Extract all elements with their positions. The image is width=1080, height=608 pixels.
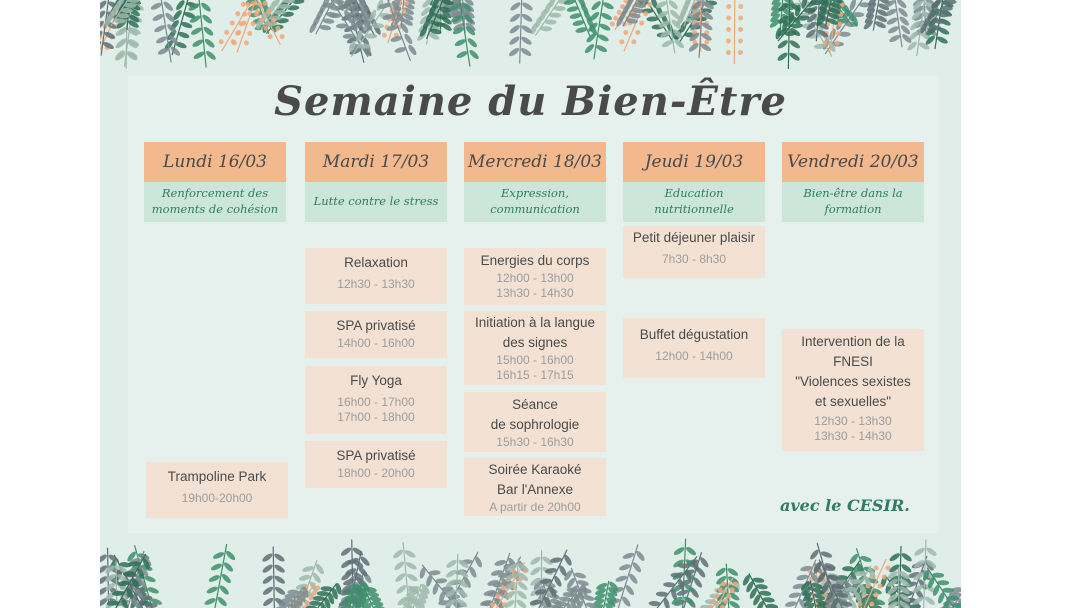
leaf-sprig-icon [261, 546, 287, 608]
event-time: 12h00 - 13h00 13h30 - 14h30 [496, 271, 574, 300]
day-theme: Renforcement des moments de cohésion [144, 182, 286, 222]
event-name: Energies du corps [480, 253, 590, 268]
event-card [305, 441, 447, 488]
event-card [623, 318, 765, 378]
leaf-sprig-icon [204, 544, 237, 608]
day-column-wednesday [464, 142, 606, 222]
event-card [464, 311, 606, 385]
event-card [305, 248, 447, 304]
day-theme: Expression, communication [464, 182, 606, 222]
day-header: Lundi 16/03 [144, 142, 286, 182]
leaf-sprig-icon [187, 0, 217, 67]
event-name: Séance de sophrologie [490, 397, 580, 432]
day-header: Mardi 17/03 [305, 142, 447, 182]
event-time: 12h30 - 13h30 [337, 277, 415, 291]
event-name: Soirée Karaoké Bar l'Annexe [488, 462, 582, 497]
day-theme: Education nutritionnelle [623, 182, 765, 222]
leaf-sprig-icon [508, 0, 534, 63]
event-card [464, 248, 606, 305]
bottom-leaf-border [100, 533, 961, 608]
event-time: 7h30 - 8h30 [661, 252, 727, 266]
event-card [305, 311, 447, 358]
day-column-friday [782, 142, 924, 222]
organizer-signature: avec le CESIR. [780, 496, 910, 515]
event-time: 15h30 - 16h30 [496, 435, 574, 449]
event-card [146, 462, 288, 518]
day-header: Jeudi 19/03 [623, 142, 765, 182]
event-time: 18h00 - 20h00 [337, 466, 415, 480]
day-theme: Bien-être dans la formation [782, 182, 924, 222]
event-name: Initiation à la langue des signes [474, 315, 596, 350]
event-time: 15h00 - 16h00 16h15 - 17h15 [496, 353, 574, 382]
event-card [782, 329, 924, 451]
event-card [623, 226, 765, 278]
event-time: 12h00 - 14h00 [655, 349, 733, 363]
day-column-tuesday [305, 142, 447, 222]
event-name: Buffet dégustation [639, 327, 749, 342]
event-time: A partir de 20h00 [489, 500, 581, 514]
poster-title: Semaine du Bien-Être [274, 78, 787, 125]
leaf-sprig-icon [529, 0, 570, 35]
event-card [464, 458, 606, 516]
leaf-sprig-icon [741, 574, 778, 608]
event-name: Trampoline Park [167, 469, 267, 484]
event-name: SPA privatisé [336, 318, 416, 333]
event-time: 19h00-20h00 [181, 491, 253, 505]
leaf-sprig-icon [591, 580, 619, 608]
day-header: Mercredi 18/03 [464, 142, 606, 182]
event-time: 14h00 - 16h00 [337, 336, 415, 350]
day-column-thursday [623, 142, 765, 222]
event-name: Fly Yoga [350, 373, 402, 388]
event-name: Petit déjeuner plaisir [632, 230, 756, 245]
leaf-sprig-icon [776, 0, 802, 69]
poster [100, 0, 961, 608]
top-leaf-border [100, 0, 961, 80]
event-name: SPA privatisé [336, 448, 416, 463]
event-name: Relaxation [344, 255, 408, 270]
leaf-sprig-icon [725, 0, 744, 64]
leaf-sprig-icon [655, 0, 686, 53]
event-name: Intervention de la FNESI "Violences sexistes et sexuelles" [795, 334, 911, 409]
day-theme: Lutte contre le stress [305, 182, 447, 222]
event-card [305, 366, 447, 434]
event-card [464, 392, 606, 452]
event-time: 12h30 - 13h30 13h30 - 14h30 [814, 414, 892, 443]
day-header: Vendredi 20/03 [782, 142, 924, 182]
leaf-sprig-icon [583, 0, 614, 59]
event-time: 16h00 - 17h00 17h00 - 18h00 [337, 395, 415, 424]
day-column-monday [144, 142, 286, 222]
